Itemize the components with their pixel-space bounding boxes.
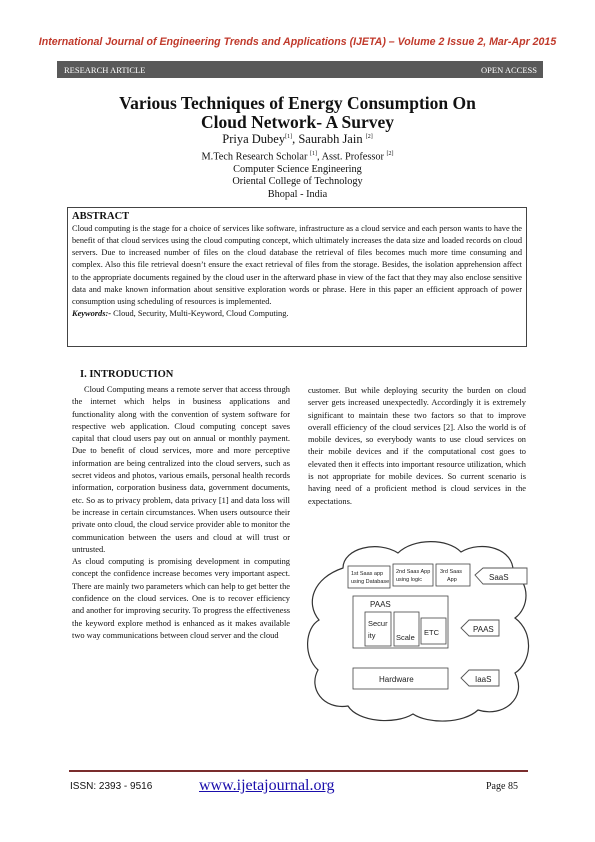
access-type: OPEN ACCESS	[481, 65, 537, 75]
right-column	[308, 385, 526, 508]
paragraph: customer. But while deploying security the burden on cloud server gets increased unexpectedly. Accordingly it is extremely significant to maintain these two factors so that to improve overall efficiency of the cloud services [2]. Also the world is of mobile devices, so everybody wants to use cloud services on their mobile devices and if the computational cost goes to elevated then it effects into important resource utilization, which is not appropriate for mobile devices. So current scenario is having need of a proficient method is cloud services in the expectations.	[308, 386, 526, 506]
saas-app-1-line-1: 1st Saas app	[351, 571, 384, 577]
saas-app-2-line-2: using logic	[396, 577, 422, 583]
college: Oriental College of Technology	[232, 176, 363, 188]
scale-label: Scale	[396, 633, 415, 642]
role-1: M.Tech Research Scholar	[201, 151, 310, 163]
journal-header: International Journal of Engineering Trends and Applications (IJETA) – Volume 2 Issue 2, Mar-Apr 2015	[38, 36, 557, 48]
paper-title	[60, 94, 535, 132]
etc-label: ETC	[424, 628, 439, 637]
keywords	[72, 308, 522, 320]
keywords-list: Cloud, Security, Multi-Keyword, Cloud Computing.	[111, 309, 289, 319]
saas-app-3-line-2: App	[447, 577, 457, 583]
paragraph: Cloud Computing means a remote server that access through the internet which helps in business applications and functionality along with the convention of system software for respective web application. Cloud computing concept saves capital that cloud users pay out on annual or monthly payment. Due to benefit of cloud services, more and more perceptive information are being centralized into the cloud servers, such as secret videos and photos, various emails, personal health records information, corporation business data, government documents, etc. So as to privacy problem, data privacy [1] and data loss will be increase in certain circumstances. When users outsource their private onto cloud, the cloud service provider able to monitor the communication between the users and cloud at will trust or untrusted.	[72, 385, 290, 554]
role-1-ref: [1]	[309, 151, 317, 157]
saas-app-1-line-2: using Database	[351, 579, 390, 585]
saas-label: SaaS	[489, 573, 509, 582]
page-number: Page 85	[486, 781, 518, 792]
hardware-label: Hardware	[379, 675, 414, 684]
author-1: Priya Dubey	[222, 132, 286, 146]
abstract-text: Cloud computing is the stage for a choice of services like software, infrastructure as a cloud service and each person wants to have the benefit of that cloud services using the cloud computing concept, which ultimately increases the data size and loaded records on cloud servers. Due to increased number of files on the cloud database the retrieval of files becomes much more time consuming and complex. Also this file retrieval doesn’t ensure the exact retrieval of files from the storage. Besides, the isolation apprehension affect to the appropriate documents regained by the cloud user in the afterward phase in view of the fact that they may also enclose sensitive data and make known information about sensitive exploration words or phrase. Here in this paper an efficient approach of power consumption using scheduling of resources is implemented.	[72, 224, 522, 306]
security-line-2: ity	[368, 631, 376, 640]
role-2-ref: [2]	[386, 151, 394, 157]
affiliations	[60, 148, 535, 201]
article-type-bar	[57, 61, 543, 78]
author-2-ref: [2]	[365, 133, 373, 140]
journal-link[interactable]: www.ijetajournal.org	[199, 777, 335, 794]
abstract-box	[67, 207, 527, 347]
abstract-heading: ABSTRACT	[72, 211, 130, 222]
author-1-ref: [1]	[285, 133, 293, 140]
footer-rule	[69, 770, 528, 772]
role-2: , Asst. Professor	[316, 151, 387, 163]
authors	[60, 132, 535, 147]
saas-app-3-line-1: 3rd Saas	[440, 569, 463, 575]
title-line-1: Various Techniques of Energy Consumption On	[119, 93, 476, 113]
department: Computer Science Engineering	[233, 163, 362, 175]
paas-box-label: PAAS	[370, 600, 391, 609]
keywords-label: Keywords:-	[72, 309, 112, 319]
security-box	[365, 612, 391, 646]
saas-app-2-line-1: 2nd Saas App	[396, 569, 431, 575]
section-heading: I. INTRODUCTION	[80, 369, 174, 380]
title-line-2: Cloud Network- A Survey	[201, 112, 394, 132]
author-separator: , Saurabh Jain	[292, 132, 366, 146]
paas-label: PAAS	[473, 625, 494, 634]
left-column	[72, 384, 290, 642]
article-type: RESEARCH ARTICLE	[64, 65, 146, 75]
issn: ISSN: 2393 - 9516	[70, 781, 153, 792]
security-line-1: Secur	[368, 619, 388, 628]
city: Bhopal - India	[267, 188, 328, 200]
cloud-architecture-figure	[303, 538, 533, 723]
iaas-label: IaaS	[475, 675, 492, 684]
roles	[60, 148, 535, 164]
paragraph: As cloud computing is promising development in computing concept the confidence increase becomes very important aspect. There are mainly two parameters which can help to get better the confidence on the cloud services. One is to recover efficiency and another for improving security. To progress the effectiveness the keyword explore method is enhanced as it makes available two way communications between cloud server and the cloud	[72, 557, 290, 640]
